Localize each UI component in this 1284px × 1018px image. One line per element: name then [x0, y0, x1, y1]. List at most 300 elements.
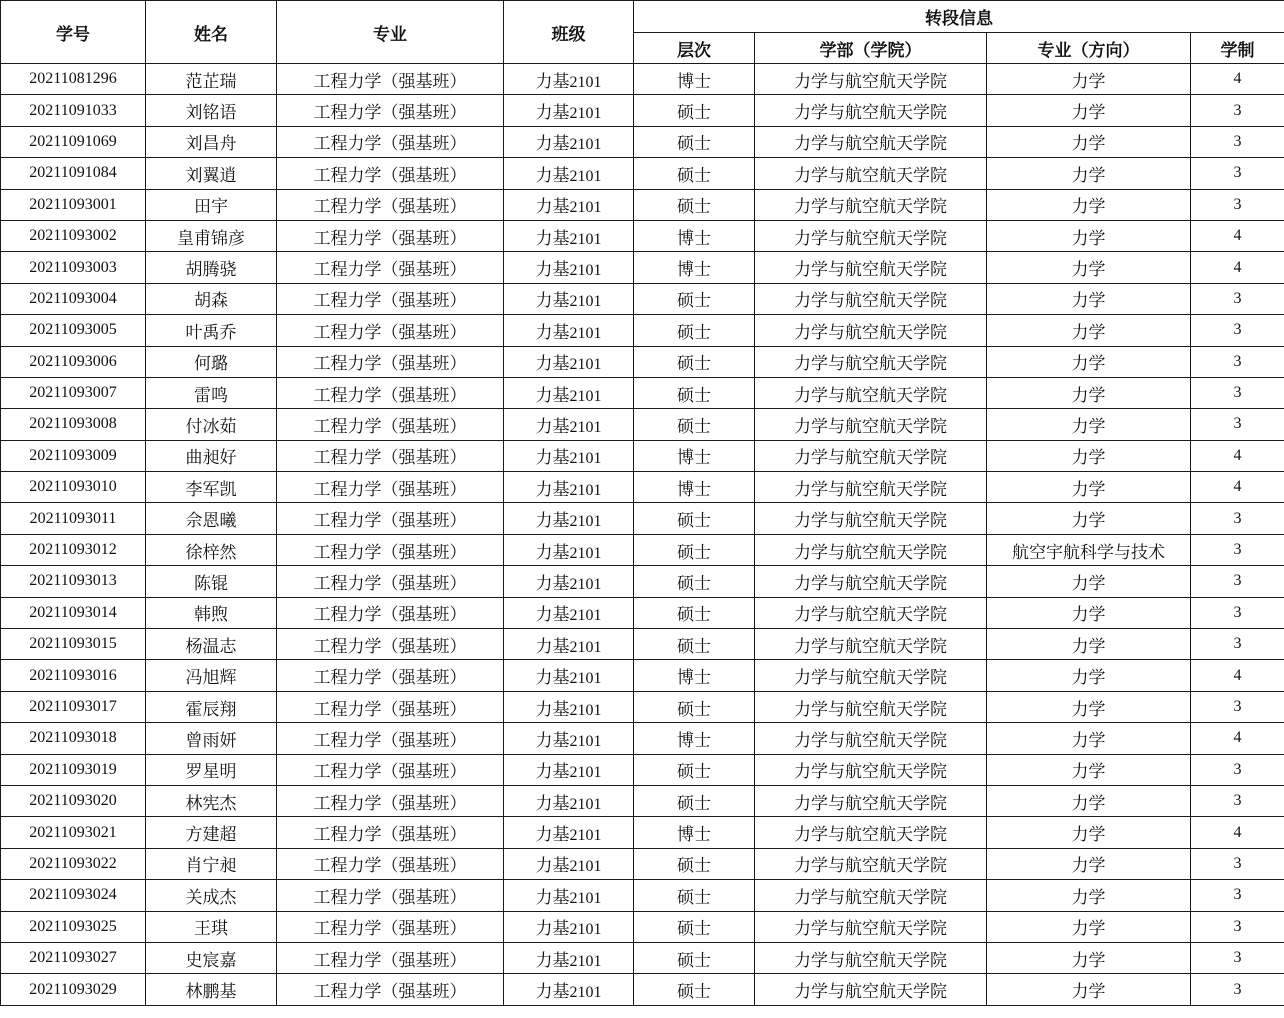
- class-prefix: 力基: [535, 416, 570, 437]
- cell-level: 博士: [634, 220, 755, 251]
- cell-department: 力学与航空航天学院: [755, 629, 987, 660]
- cell-duration: 3: [1191, 158, 1284, 189]
- cell-class: [504, 95, 634, 126]
- table-row: [1, 942, 1284, 973]
- cell-name: 刘翼逍: [146, 158, 277, 189]
- class-number: 2101: [569, 73, 602, 91]
- cell-major: 工程力学（强基班）: [277, 315, 504, 346]
- class-number: 2101: [569, 764, 602, 782]
- cell-level: 硕士: [634, 409, 755, 440]
- cell-department: 力学与航空航天学院: [755, 252, 987, 283]
- class-prefix: 力基: [535, 919, 570, 940]
- cell-student-id: 20211093021: [1, 817, 146, 848]
- cell-department: 力学与航空航天学院: [755, 942, 987, 973]
- cell-class: [504, 723, 634, 754]
- cell-name: 曾雨妍: [146, 723, 277, 754]
- cell-major-direction: 力学: [987, 283, 1191, 314]
- cell-name: 王琪: [146, 911, 277, 942]
- cell-department: 力学与航空航天学院: [755, 723, 987, 754]
- class-number: 2101: [569, 136, 602, 154]
- cell-level: 博士: [634, 472, 755, 503]
- cell-major: 工程力学（强基班）: [277, 880, 504, 911]
- class-number: 2101: [569, 607, 602, 625]
- cell-major: 工程力学（强基班）: [277, 974, 504, 1005]
- cell-major-direction: 力学: [987, 158, 1191, 189]
- cell-major: 工程力学（强基班）: [277, 754, 504, 785]
- cell-major-direction: 力学: [987, 723, 1191, 754]
- table-header: [1, 1, 1284, 64]
- cell-major-direction: 力学: [987, 409, 1191, 440]
- cell-department: 力学与航空航天学院: [755, 660, 987, 691]
- cell-class: [504, 252, 634, 283]
- cell-name: 范芷瑞: [146, 64, 277, 95]
- cell-duration: 3: [1191, 597, 1284, 628]
- cell-duration: 4: [1191, 817, 1284, 848]
- cell-duration: 3: [1191, 785, 1284, 816]
- cell-student-id: 20211093024: [1, 880, 146, 911]
- table-row: [1, 158, 1284, 189]
- cell-major-direction: 力学: [987, 315, 1191, 346]
- cell-duration: 3: [1191, 283, 1284, 314]
- cell-major: 工程力学（强基班）: [277, 723, 504, 754]
- cell-name: 徐梓然: [146, 534, 277, 565]
- class-prefix: 力基: [535, 479, 570, 500]
- class-prefix: 力基: [535, 950, 570, 971]
- cell-class: [504, 158, 634, 189]
- class-prefix: 力基: [535, 322, 570, 343]
- cell-department: 力学与航空航天学院: [755, 315, 987, 346]
- cell-major: 工程力学（强基班）: [277, 409, 504, 440]
- table-row: [1, 691, 1284, 722]
- cell-major-direction: 力学: [987, 189, 1191, 220]
- class-prefix: 力基: [535, 228, 570, 249]
- cell-major-direction: 力学: [987, 472, 1191, 503]
- cell-major: 工程力学（强基班）: [277, 942, 504, 973]
- header-level: 层次: [634, 33, 755, 64]
- cell-department: 力学与航空航天学院: [755, 911, 987, 942]
- cell-duration: 4: [1191, 64, 1284, 95]
- cell-duration: 3: [1191, 95, 1284, 126]
- cell-class: [504, 911, 634, 942]
- cell-student-id: 20211093016: [1, 660, 146, 691]
- table-row: [1, 629, 1284, 660]
- cell-department: 力学与航空航天学院: [755, 597, 987, 628]
- cell-student-id: 20211091069: [1, 126, 146, 157]
- cell-level: 硕士: [634, 95, 755, 126]
- cell-major-direction: 力学: [987, 95, 1191, 126]
- cell-student-id: 20211093018: [1, 723, 146, 754]
- cell-major-direction: 力学: [987, 597, 1191, 628]
- class-prefix: 力基: [535, 511, 570, 532]
- class-number: 2101: [569, 293, 602, 311]
- cell-name: 付冰茹: [146, 409, 277, 440]
- cell-class: [504, 566, 634, 597]
- class-number: 2101: [569, 575, 602, 593]
- table-row: [1, 95, 1284, 126]
- cell-student-id: 20211081296: [1, 64, 146, 95]
- table-body: [1, 64, 1284, 1006]
- cell-name: 关成杰: [146, 880, 277, 911]
- cell-duration: 4: [1191, 472, 1284, 503]
- table-row: [1, 346, 1284, 377]
- class-number: 2101: [569, 481, 602, 499]
- class-number: 2101: [569, 638, 602, 656]
- cell-major: 工程力学（强基班）: [277, 346, 504, 377]
- cell-major-direction: 力学: [987, 440, 1191, 471]
- class-prefix: 力基: [535, 982, 570, 1003]
- class-number: 2101: [569, 230, 602, 248]
- class-number: 2101: [569, 544, 602, 562]
- cell-name: 肖宁昶: [146, 848, 277, 879]
- cell-class: [504, 220, 634, 251]
- class-number: 2101: [569, 827, 602, 845]
- cell-major: 工程力学（强基班）: [277, 126, 504, 157]
- cell-major-direction: 力学: [987, 785, 1191, 816]
- cell-major-direction: 力学: [987, 848, 1191, 879]
- cell-level: 硕士: [634, 880, 755, 911]
- class-number: 2101: [569, 889, 602, 907]
- table-row: [1, 315, 1284, 346]
- cell-duration: 3: [1191, 409, 1284, 440]
- cell-department: 力学与航空航天学院: [755, 220, 987, 251]
- cell-class: [504, 754, 634, 785]
- cell-major: 工程力学（强基班）: [277, 283, 504, 314]
- cell-department: 力学与航空航天学院: [755, 534, 987, 565]
- cell-major: 工程力学（强基班）: [277, 848, 504, 879]
- class-number: 2101: [569, 795, 602, 813]
- cell-student-id: 20211093002: [1, 220, 146, 251]
- class-prefix: 力基: [535, 699, 570, 720]
- cell-class: [504, 660, 634, 691]
- class-number: 2101: [569, 199, 602, 217]
- cell-major: 工程力学（强基班）: [277, 158, 504, 189]
- cell-department: 力学与航空航天学院: [755, 880, 987, 911]
- cell-level: 硕士: [634, 629, 755, 660]
- cell-class: [504, 409, 634, 440]
- cell-department: 力学与航空航天学院: [755, 691, 987, 722]
- class-number: 2101: [569, 513, 602, 531]
- cell-name: 方建超: [146, 817, 277, 848]
- cell-level: 硕士: [634, 848, 755, 879]
- cell-student-id: 20211091033: [1, 95, 146, 126]
- header-department: 学部（学院）: [755, 33, 987, 64]
- cell-class: [504, 817, 634, 848]
- cell-department: 力学与航空航天学院: [755, 409, 987, 440]
- cell-class: [504, 880, 634, 911]
- cell-department: 力学与航空航天学院: [755, 95, 987, 126]
- class-prefix: 力基: [535, 636, 570, 657]
- cell-duration: 3: [1191, 315, 1284, 346]
- cell-class: [504, 848, 634, 879]
- class-prefix: 力基: [535, 605, 570, 626]
- table-row: [1, 817, 1284, 848]
- table-row: [1, 974, 1284, 1005]
- class-number: 2101: [569, 450, 602, 468]
- class-prefix: 力基: [535, 825, 570, 846]
- class-prefix: 力基: [535, 197, 570, 218]
- table-row: [1, 472, 1284, 503]
- cell-duration: 4: [1191, 440, 1284, 471]
- table-row: [1, 754, 1284, 785]
- cell-major-direction: 力学: [987, 660, 1191, 691]
- table-row: [1, 252, 1284, 283]
- class-number: 2101: [569, 356, 602, 374]
- cell-student-id: 20211093007: [1, 377, 146, 408]
- class-prefix: 力基: [535, 542, 570, 563]
- cell-student-id: 20211093025: [1, 911, 146, 942]
- cell-major-direction: 力学: [987, 817, 1191, 848]
- cell-major-direction: 力学: [987, 377, 1191, 408]
- class-prefix: 力基: [535, 165, 570, 186]
- class-prefix: 力基: [535, 448, 570, 469]
- cell-department: 力学与航空航天学院: [755, 377, 987, 408]
- cell-level: 博士: [634, 440, 755, 471]
- cell-major-direction: 力学: [987, 503, 1191, 534]
- cell-name: 何璐: [146, 346, 277, 377]
- table-row: [1, 534, 1284, 565]
- class-number: 2101: [569, 921, 602, 939]
- class-prefix: 力基: [535, 291, 570, 312]
- class-number: 2101: [569, 105, 602, 123]
- table-row: [1, 785, 1284, 816]
- cell-student-id: 20211093011: [1, 503, 146, 534]
- cell-student-id: 20211093019: [1, 754, 146, 785]
- cell-name: 皇甫锦彦: [146, 220, 277, 251]
- table-row: [1, 283, 1284, 314]
- class-prefix: 力基: [535, 71, 570, 92]
- class-prefix: 力基: [535, 260, 570, 281]
- cell-major: 工程力学（强基班）: [277, 440, 504, 471]
- class-prefix: 力基: [535, 668, 570, 689]
- class-number: 2101: [569, 387, 602, 405]
- cell-duration: 3: [1191, 566, 1284, 597]
- header-major: 专业: [277, 1, 504, 64]
- cell-department: 力学与航空航天学院: [755, 848, 987, 879]
- cell-duration: 3: [1191, 880, 1284, 911]
- cell-level: 博士: [634, 723, 755, 754]
- header-student-id: 学号: [1, 1, 146, 64]
- cell-major: 工程力学（强基班）: [277, 597, 504, 628]
- cell-name: 佘恩曦: [146, 503, 277, 534]
- cell-student-id: 20211093022: [1, 848, 146, 879]
- table-row: [1, 64, 1284, 95]
- cell-student-id: 20211093013: [1, 566, 146, 597]
- class-prefix: 力基: [535, 887, 570, 908]
- table-row: [1, 189, 1284, 220]
- cell-class: [504, 315, 634, 346]
- cell-major-direction: 力学: [987, 911, 1191, 942]
- cell-class: [504, 189, 634, 220]
- cell-duration: 3: [1191, 691, 1284, 722]
- cell-major: 工程力学（强基班）: [277, 220, 504, 251]
- cell-class: [504, 974, 634, 1005]
- cell-major-direction: 力学: [987, 346, 1191, 377]
- cell-department: 力学与航空航天学院: [755, 158, 987, 189]
- cell-duration: 3: [1191, 629, 1284, 660]
- table-row: [1, 409, 1284, 440]
- cell-duration: 4: [1191, 660, 1284, 691]
- class-number: 2101: [569, 418, 602, 436]
- cell-level: 硕士: [634, 691, 755, 722]
- table-row: [1, 440, 1284, 471]
- cell-class: [504, 629, 634, 660]
- cell-duration: 3: [1191, 189, 1284, 220]
- cell-major: 工程力学（强基班）: [277, 64, 504, 95]
- cell-duration: 3: [1191, 534, 1284, 565]
- cell-major-direction: 力学: [987, 629, 1191, 660]
- cell-duration: 4: [1191, 252, 1284, 283]
- cell-department: 力学与航空航天学院: [755, 754, 987, 785]
- cell-duration: 4: [1191, 723, 1284, 754]
- cell-major-direction: 力学: [987, 566, 1191, 597]
- cell-department: 力学与航空航天学院: [755, 64, 987, 95]
- cell-major-direction: 力学: [987, 64, 1191, 95]
- cell-duration: 3: [1191, 848, 1284, 879]
- cell-major-direction: 力学: [987, 942, 1191, 973]
- cell-name: 曲昶好: [146, 440, 277, 471]
- cell-class: [504, 472, 634, 503]
- cell-student-id: 20211093029: [1, 974, 146, 1005]
- header-major-direction: 专业（方向）: [987, 33, 1191, 64]
- cell-department: 力学与航空航天学院: [755, 785, 987, 816]
- cell-level: 硕士: [634, 754, 755, 785]
- cell-name: 杨温志: [146, 629, 277, 660]
- cell-name: 田宇: [146, 189, 277, 220]
- cell-duration: 3: [1191, 503, 1284, 534]
- cell-name: 胡腾骁: [146, 252, 277, 283]
- table-row: [1, 126, 1284, 157]
- cell-duration: 4: [1191, 220, 1284, 251]
- cell-name: 史宸嘉: [146, 942, 277, 973]
- cell-major-direction: 力学: [987, 691, 1191, 722]
- cell-level: 博士: [634, 64, 755, 95]
- cell-department: 力学与航空航天学院: [755, 189, 987, 220]
- cell-student-id: 20211091084: [1, 158, 146, 189]
- table-row: [1, 723, 1284, 754]
- cell-department: 力学与航空航天学院: [755, 974, 987, 1005]
- cell-class: [504, 503, 634, 534]
- cell-major-direction: 力学: [987, 754, 1191, 785]
- table-row: [1, 220, 1284, 251]
- cell-major: 工程力学（强基班）: [277, 566, 504, 597]
- class-number: 2101: [569, 670, 602, 688]
- table-row: [1, 566, 1284, 597]
- cell-department: 力学与航空航天学院: [755, 817, 987, 848]
- cell-major: 工程力学（强基班）: [277, 785, 504, 816]
- cell-name: 陈锟: [146, 566, 277, 597]
- cell-major: 工程力学（强基班）: [277, 95, 504, 126]
- class-prefix: 力基: [535, 134, 570, 155]
- cell-major: 工程力学（强基班）: [277, 472, 504, 503]
- cell-major-direction: 力学: [987, 126, 1191, 157]
- class-number: 2101: [569, 701, 602, 719]
- cell-class: [504, 440, 634, 471]
- class-prefix: 力基: [535, 793, 570, 814]
- cell-level: 博士: [634, 660, 755, 691]
- cell-major-direction: 力学: [987, 974, 1191, 1005]
- class-number: 2101: [569, 262, 602, 280]
- cell-name: 韩煦: [146, 597, 277, 628]
- cell-major: 工程力学（强基班）: [277, 691, 504, 722]
- cell-student-id: 20211093001: [1, 189, 146, 220]
- cell-student-id: 20211093010: [1, 472, 146, 503]
- class-prefix: 力基: [535, 354, 570, 375]
- table-row: [1, 911, 1284, 942]
- table-row: [1, 503, 1284, 534]
- header-name: 姓名: [146, 1, 277, 64]
- cell-level: 硕士: [634, 503, 755, 534]
- cell-class: [504, 691, 634, 722]
- cell-class: [504, 283, 634, 314]
- cell-major: 工程力学（强基班）: [277, 503, 504, 534]
- cell-level: 博士: [634, 252, 755, 283]
- cell-department: 力学与航空航天学院: [755, 283, 987, 314]
- cell-class: [504, 64, 634, 95]
- class-prefix: 力基: [535, 856, 570, 877]
- class-number: 2101: [569, 167, 602, 185]
- cell-name: 雷鸣: [146, 377, 277, 408]
- cell-level: 硕士: [634, 534, 755, 565]
- cell-student-id: 20211093015: [1, 629, 146, 660]
- header-duration: 学制: [1191, 33, 1284, 64]
- cell-student-id: 20211093017: [1, 691, 146, 722]
- table-row: [1, 597, 1284, 628]
- cell-student-id: 20211093027: [1, 942, 146, 973]
- cell-duration: 3: [1191, 911, 1284, 942]
- cell-department: 力学与航空航天学院: [755, 440, 987, 471]
- cell-duration: 3: [1191, 346, 1284, 377]
- cell-student-id: 20211093014: [1, 597, 146, 628]
- cell-major: 工程力学（强基班）: [277, 660, 504, 691]
- cell-duration: 3: [1191, 942, 1284, 973]
- cell-level: 硕士: [634, 597, 755, 628]
- cell-major-direction: 航空宇航科学与技术: [987, 534, 1191, 565]
- cell-name: 叶禹乔: [146, 315, 277, 346]
- cell-major: 工程力学（强基班）: [277, 911, 504, 942]
- cell-level: 硕士: [634, 283, 755, 314]
- table-row: [1, 848, 1284, 879]
- table-row: [1, 377, 1284, 408]
- cell-student-id: 20211093020: [1, 785, 146, 816]
- header-transfer-info: 转段信息: [634, 1, 1284, 33]
- cell-name: 罗星明: [146, 754, 277, 785]
- cell-duration: 3: [1191, 974, 1284, 1005]
- cell-major-direction: 力学: [987, 252, 1191, 283]
- cell-name: 霍辰翔: [146, 691, 277, 722]
- cell-department: 力学与航空航天学院: [755, 472, 987, 503]
- cell-name: 林宪杰: [146, 785, 277, 816]
- cell-name: 林鹏基: [146, 974, 277, 1005]
- cell-class: [504, 785, 634, 816]
- cell-level: 硕士: [634, 974, 755, 1005]
- class-number: 2101: [569, 984, 602, 1002]
- cell-major: 工程力学（强基班）: [277, 817, 504, 848]
- cell-level: 博士: [634, 817, 755, 848]
- cell-student-id: 20211093006: [1, 346, 146, 377]
- cell-class: [504, 942, 634, 973]
- cell-major: 工程力学（强基班）: [277, 189, 504, 220]
- table-row: [1, 880, 1284, 911]
- cell-class: [504, 126, 634, 157]
- cell-student-id: 20211093004: [1, 283, 146, 314]
- cell-duration: 3: [1191, 754, 1284, 785]
- cell-student-id: 20211093003: [1, 252, 146, 283]
- cell-name: 胡森: [146, 283, 277, 314]
- cell-class: [504, 597, 634, 628]
- cell-level: 硕士: [634, 158, 755, 189]
- cell-level: 硕士: [634, 377, 755, 408]
- cell-level: 硕士: [634, 315, 755, 346]
